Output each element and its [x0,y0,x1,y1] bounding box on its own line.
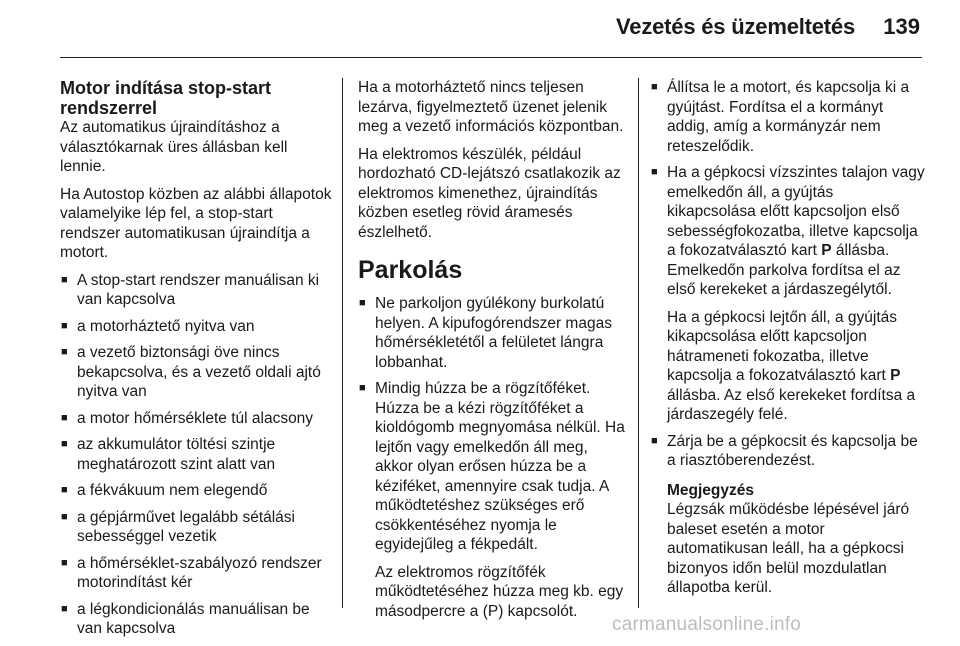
bullet-icon: ■ [61,556,68,569]
page-header [0,0,960,58]
bullet-icon: ■ [651,434,658,447]
bullet-icon: ■ [359,382,366,394]
paragraph: Ha a motorháztető nincs teljesen lezárva, figyelmeztető üzenet jelenik meg a vezető információs központban. [358,79,624,135]
bullet-icon: ■ [61,602,68,615]
list-item: ■ a motorháztető nyitva van [61,317,255,335]
list-item: ■ Zárja be a gépkocsit és kapcsolja be a riasztóberendezést. [651,432,918,469]
header-divider [60,57,922,58]
list-item: ■ a légkondicionálás manuálisan be van kapcsolva [61,600,310,637]
list-item: ■ Mindig húzza be a rögzítőféket. Húzza be a kézi rögzítőféket a kioldógomb megnyomása nélkül. Ha lejtőn vagy emelkedőn áll meg, akkor olyan erősen húzza be a kéziféket, amennyire csak tudja. A működtetéshez szükséges erő csökkentéséhez nyomja le egyidejűleg a fékpedált. Az elektromos rögzítőfék működtetéséhez húzza meg kb. egy másodpercre a (P) kapcsolót. [358,379,628,621]
bullet-icon: ■ [61,484,68,496]
note-box [650,481,925,598]
list-item: ■ a gépjárművet legalább sétálási sebességgel vezetik [61,508,295,545]
sub-paragraph: Az elektromos rögzítőfék működtetéséhez húzza meg kb. egy másodpercre a (P) kapcsolót. [375,563,624,620]
list-item: ■ Ne parkoljon gyúlékony burkolatú helyen. A kipufogórendszer magas hőmérsékletétől a felületet lángra lobbanhat. [359,295,612,371]
column-3 [650,78,925,598]
column-2 [358,78,628,628]
watermark: carmanualsonline.info [612,614,802,635]
section-title: Vezetés és üzemeltetés [616,14,855,39]
paragraph: Ha elektromos készülék, például hordozható CD-lejátszó csatlakozik az elektromos kimenethez, újraindítás közben esetleg rövid áramesés észlelhető. [358,145,621,241]
gear-p-label: P [821,242,832,259]
paragraph: Az automatikus újraindításhoz a választókarnak üres állásban kell lennie. [60,119,288,175]
list-item: ■ Ha a gépkocsi vízszintes talajon vagy emelkedőn áll, a gyújtás kikapcsolása előtt kapcsoljon első sebességfokozatba, illetve kapcsolja a fokozatválasztó kart P állásba. Emelkedőn parkolva fordítsa el az első kerekeket a járdaszegélytől. Ha a gépkocsi lejtőn áll, a gyújtás kikapcsolása előtt kapcsoljon hátrameneti fokozatba, illetve kapcsolja a fokozatválasztó kart P állásba. Az első kerekeket fordítsa a járdaszegély felé. [651,164,925,423]
bullet-icon: ■ [651,81,658,93]
list-item: ■ az akkumulátor töltési szintje meghatározott szint alatt van [61,436,276,473]
paragraph: Ha Autostop közben az alábbi állapotok valamelyike lép fel, a stop-start rendszer automatikusan újraindítja a motort. [60,185,332,261]
bullet-icon: ■ [651,166,658,178]
list-item: ■ A stop-start rendszer manuálisan ki van kapcsolva [61,271,320,308]
gear-p-label: P [890,367,901,384]
list-item: ■ a motor hőmérséklete túl alacsony [61,409,314,427]
page-number: 139 [883,14,920,39]
column-divider-2 [638,78,639,608]
bullet-icon: ■ [61,411,68,424]
list-item: ■ Állítsa le a motort, és kapcsolja ki a gyújtást. Fordítsa el a kormányt addig, amíg a kormányzár nem reteszelődik. [651,79,910,155]
bullet-icon: ■ [61,273,68,286]
column-1 [60,78,332,646]
conditions-list [60,271,332,639]
column-divider-1 [342,78,343,608]
list-item: ■ a vezető biztonsági öve nincs bekapcsolva, és a vezető oldali ajtó nyitva van [61,344,321,400]
parking-list [358,294,628,621]
stop-start-heading: Motor indítása stop-start rendszerrel [60,78,272,118]
list-item: ■ a hőmérséklet-szabályozó rendszer motorindítást kér [61,554,322,591]
note-title: Megjegyzés [667,481,755,499]
parking-heading: Parkolás [358,256,463,284]
sub-paragraph: Ha a gépkocsi lejtőn áll, a gyújtás kikapcsolása előtt kapcsoljon hátrameneti fokozatba, illetve kapcsolja a fokozatválasztó kart P állásba. Az első kerekeket fordítsa a járdaszegély felé. [667,308,916,423]
bullet-icon: ■ [61,346,68,358]
bullet-icon: ■ [359,297,366,309]
parking-list-continued [650,78,925,471]
bullet-icon: ■ [61,319,68,332]
list-item: ■ a fékvákuum nem elegendő [61,482,268,499]
bullet-icon: ■ [61,510,68,523]
bullet-icon: ■ [61,438,68,450]
note-text: Légzsák működésbe lépésével járó baleset esetén a motor automatikusan leáll, ha a gépkocsi bizonyos időn belül mozdulatlan állapotba kerül. [667,501,910,596]
